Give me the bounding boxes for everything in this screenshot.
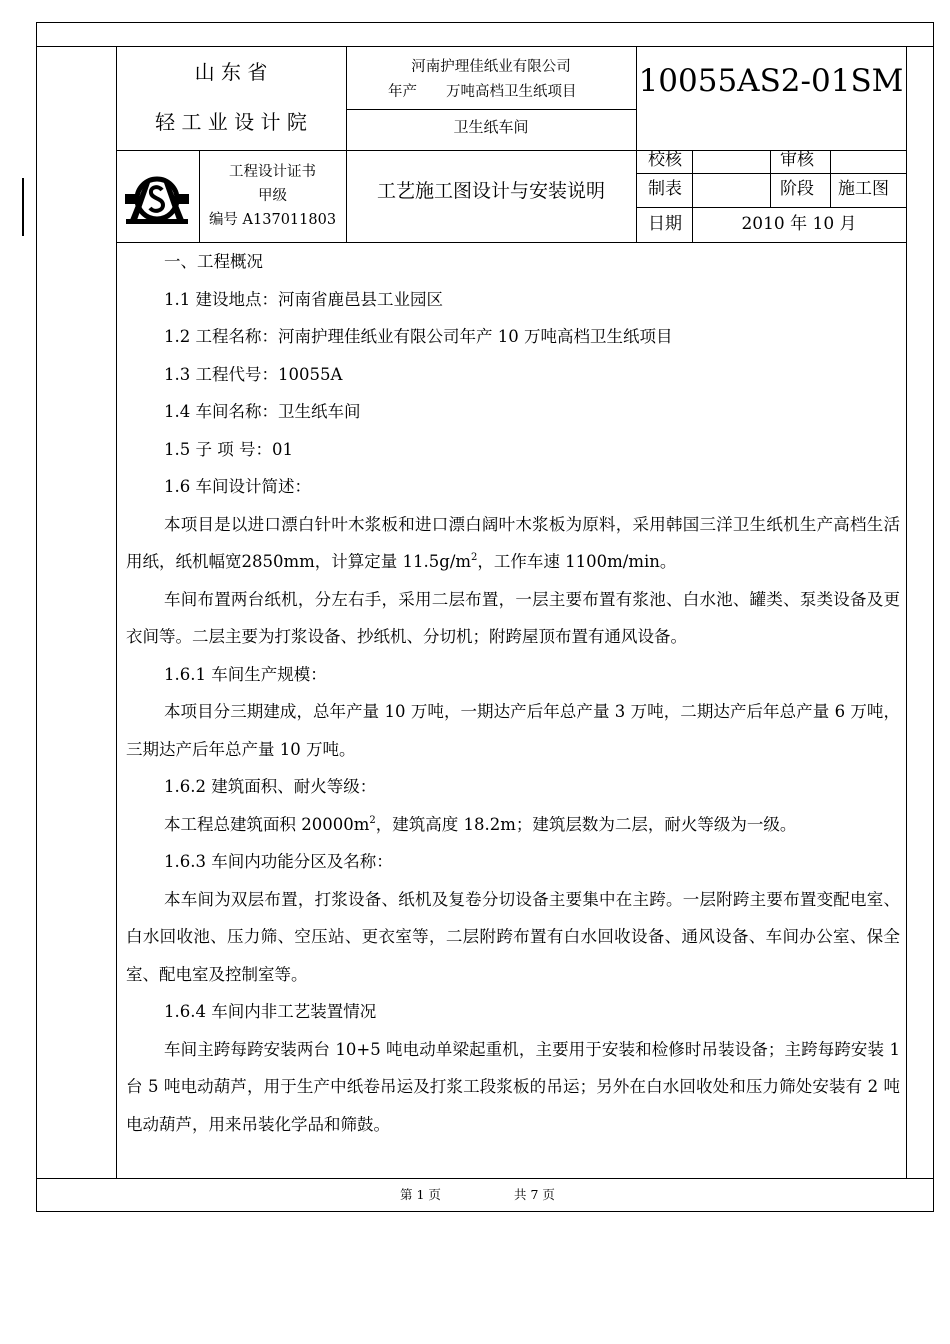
binding-mark (22, 178, 24, 236)
item-design-summary: 1.6 车间设计简述： (164, 477, 311, 496)
institute-name: 轻 工 业 设 计 院 (155, 110, 307, 134)
paragraph-functional-zones: 本车间为双层布置，打浆设备、纸机及复卷分切设备主要集中在主跨。一层附跨主要布置变配电室、白水回收池、压力筛、空压站、更衣室等，二层附跨布置有白水回收设备、通风设备、车间办公室、保全室、配电室及控制室等。 (126, 889, 900, 984)
cert-number: 编号 A137011803 (208, 212, 337, 228)
item-non-process-devices: 1.6.4 车间内非工艺装置情况 (164, 1002, 377, 1021)
document-body (126, 243, 900, 1143)
sign-col-1 (692, 150, 693, 207)
left-margin-rule (116, 46, 117, 1178)
item-workshop-name: 1.4 车间名称：卫生纸车间 (164, 402, 361, 421)
annual-prefix: 年产 (388, 84, 417, 100)
paragraph-production-scale: 本项目分三期建成，总年产量 10 万吨，一期达产后年总产量 3 万吨，二期达产后年总产量 6 万吨，三期达产后年总产量 10 万吨。 (126, 702, 900, 759)
check-label: 校核 (648, 150, 682, 170)
footer-rule (36, 1178, 934, 1179)
item-subitem-number: 1.5 子 项 号：01 (164, 439, 293, 459)
section-heading-overview: 一、工程概况 (164, 252, 263, 271)
drawing-number: 10055AS2-01SM (638, 63, 904, 99)
item-building-area: 1.6.2 建筑面积、耐火等级： (164, 777, 377, 796)
sign-col-3 (830, 150, 831, 207)
date-label: 日期 (648, 214, 682, 234)
document-title: 工艺施工图设计与安装说明 (376, 180, 605, 202)
page-number: 第 1 页 (400, 1187, 441, 1202)
right-margin-rule (906, 46, 907, 1178)
stage-value: 施工图 (838, 179, 889, 199)
sign-row-rule-1 (636, 173, 906, 174)
item-site: 1.1 建设地点：河南省鹿邑县工业园区 (164, 289, 443, 309)
cert-title: 工程设计证书 (229, 164, 316, 180)
paragraph-raw-material: 本项目是以进口漂白针叶木浆板和进口漂白阔叶木浆板为原料，采用韩国三洋卫生纸机生产高档生活用纸，纸机幅宽2850mm，计算定量 $11.5g/m^2$，工作车速 1100m/min。 (126, 514, 900, 571)
cert-grade: 甲级 (258, 188, 287, 204)
stage-label: 阶段 (780, 179, 814, 199)
item-functional-zones: 1.6.3 车间内功能分区及名称： (164, 852, 393, 871)
page-total: 共 7 页 (514, 1187, 555, 1202)
date-value: 2010 年 10 月 (741, 214, 857, 234)
sign-row-rule-2 (636, 207, 906, 208)
review-label: 审核 (780, 150, 814, 170)
top-rule (36, 46, 934, 47)
title-block-col1 (346, 46, 347, 242)
paragraph-building-area: 本工程总建筑面积 $20000m^2$，建筑高度 18.2m；建筑层数为二层，耐火等级为一级。 (164, 814, 797, 834)
paragraph-layout: 车间布置两台纸机，分左右手，采用二层布置，一层主要布置有浆池、白水池、罐类、泵类设备及更衣间等。二层主要为打浆设备、抄纸机、分切机；附跨屋顶布置有通风设备。 (126, 589, 900, 646)
paragraph-cranes: 车间主跨每跨安装两台 10+5 吨电动单梁起重机，主要用于安装和检修时吊装设备；主跨每跨安装 1 台 5 吨电动葫芦，用于生产中纸卷吊运及打浆工段浆板的吊运；另外在白水回收处和压力筛处安装有 2 吨电动葫芦，用来吊装化学品和筛鼓。 (126, 1039, 900, 1134)
project-suffix: 万吨高档卫生纸项目 (446, 84, 577, 100)
item-project-name: 1.2 工程名称：河南护理佳纸业有限公司年产 10 万吨高档卫生纸项目 (164, 327, 673, 346)
company-name: 河南护理佳纸业有限公司 (411, 59, 571, 75)
project-workshop-rule (346, 109, 636, 110)
item-production-scale: 1.6.1 车间生产规模： (164, 664, 327, 684)
sign-col-2 (770, 150, 771, 207)
item-project-code: 1.3 工程代号：10055A (164, 364, 343, 384)
institute-province: 山 东 省 (194, 60, 268, 84)
institute-logo (124, 172, 190, 226)
draw-label: 制表 (648, 179, 682, 199)
workshop-name: 卫生纸车间 (453, 118, 529, 136)
